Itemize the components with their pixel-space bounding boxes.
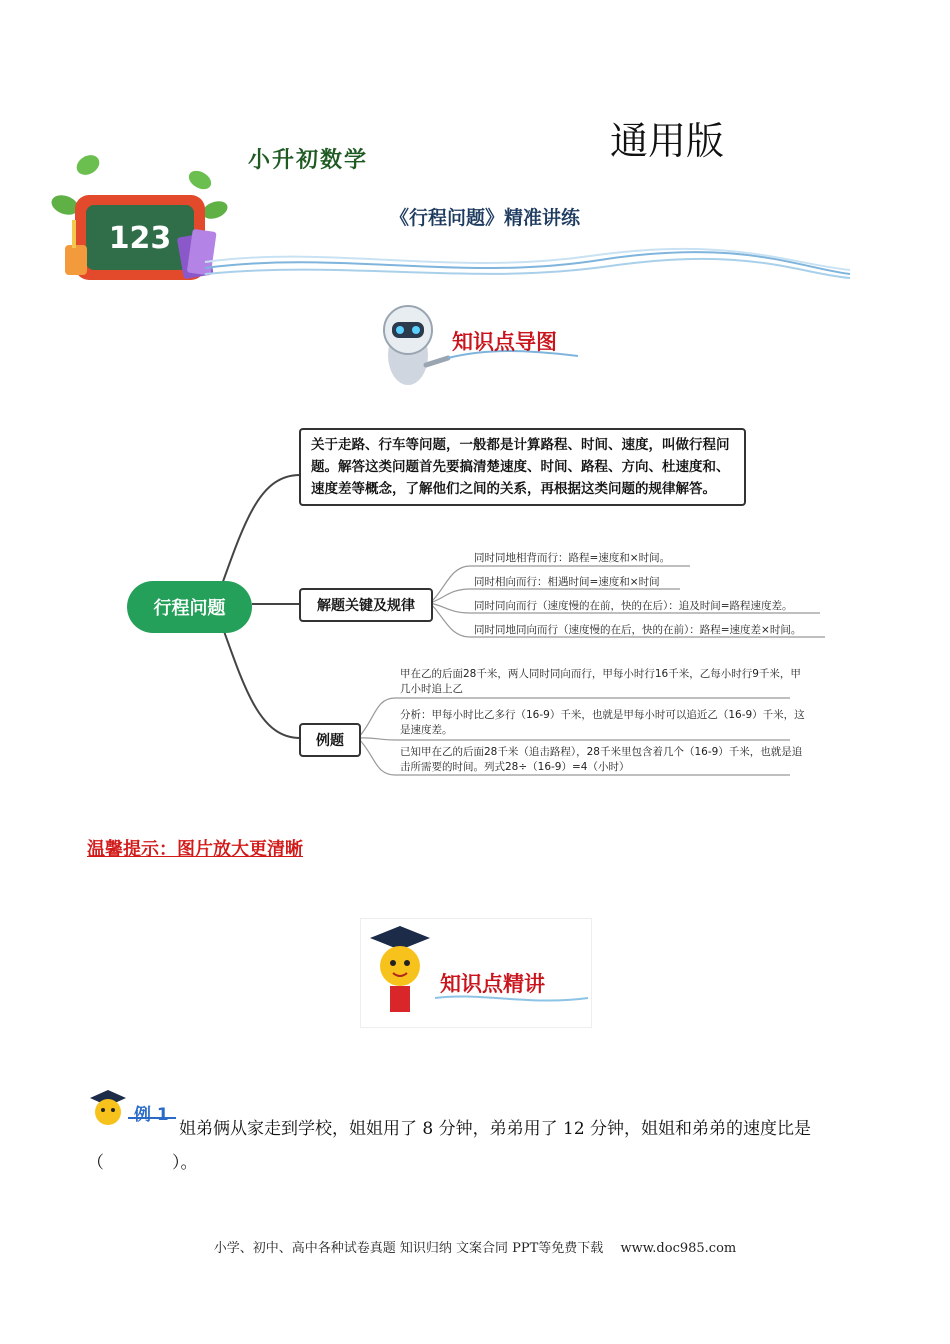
mindmap-rule-leaf: 同时同地同向而行（速度慢的在后，快的在前）：路程=速度差×时间。 <box>474 624 802 636</box>
zoom-tip: 温馨提示：图片放大更清晰 <box>87 839 303 860</box>
example-question-text: 姐弟俩从家走到学校，姐姐用了 8 分钟，弟弟用了 12 分钟，姐姐和弟弟的速度比是（ ）。 <box>87 1119 812 1173</box>
mindmap-rule-leaf: 同时同地相背而行：路程=速度和×时间。 <box>474 552 671 564</box>
mindmap-rules-node: 解题关键及规律 <box>299 588 433 622</box>
mindmap-example-leaf: 甲在乙的后面28千米，两人同时同向而行，甲每小时行16千米，乙每小时行9千米，甲几小时追上乙 <box>400 668 801 695</box>
knowledge-map-title: 知识点导图 <box>452 330 557 354</box>
mindmap-rule-leaf: 同时相向而行：相遇时间=速度和×时间 <box>474 576 660 588</box>
mindmap-example-node: 例题 <box>299 723 361 757</box>
example-badge: 例 1 <box>134 1105 169 1125</box>
lecture-title: 知识点精讲 <box>440 972 545 996</box>
series-title: 小升初数学 <box>248 148 369 173</box>
example-question <box>87 1112 867 1180</box>
mindmap-description-box: 关于走路、行车等问题，一般都是计算路程、时间、速度，叫做行程问题。解答这类问题首先要搞清楚速度、时间、路程、方向、杜速度和、速度差等概念，了解他们之间的关系，再根据这类问题的规律解答。 <box>299 428 746 506</box>
mindmap-example-leaf: 已知甲在乙的后面28千米（追击路程），28千米里包含着几个（16-9）千米，也就是追击所需要的时间。列式28÷（16-9）=4（小时） <box>400 746 803 773</box>
document-subtitle: 《行程问题》精准讲练 <box>390 207 581 229</box>
mindmap-rule-leaf: 同时同向而行（速度慢的在前，快的在后）：追及时间=路程速度差。 <box>474 600 793 612</box>
footer-text: 小学、初中、高中各种试卷真题 知识归纳 文案合同 PPT等免费下载 www.doc985.com <box>213 1241 737 1256</box>
mindmap-root-node: 行程问题 <box>127 581 252 633</box>
edition-label: 通用版 <box>610 119 725 163</box>
mindmap-example-leaf: 分析：甲每小时比乙多行（16-9）千米，也就是甲每小时可以追近乙（16-9）千米，这是速度差。 <box>400 709 805 736</box>
badge-digits: 123 <box>108 221 172 256</box>
